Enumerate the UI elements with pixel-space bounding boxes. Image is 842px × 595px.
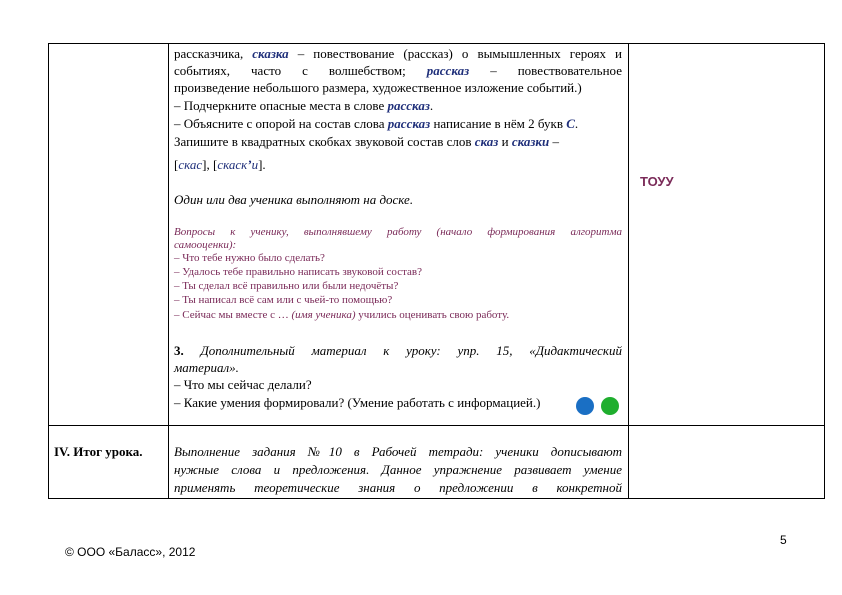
text-line: Запишите в квадратных скобках звуковой состав слов сказ и сказки – bbox=[174, 134, 559, 149]
table-bottom-border bbox=[48, 498, 825, 499]
table-right-border bbox=[824, 43, 825, 499]
questions-intro: Вопросы к ученику, выполнявшему работу (начало формирования алгоритма bbox=[174, 226, 622, 238]
question-item: – Удалось тебе правильно написать звуковой состав? bbox=[174, 266, 422, 278]
question-item: – Сейчас мы вместе с … (имя ученика) учились оценивать свою работу. bbox=[174, 309, 510, 321]
page-number: 5 bbox=[780, 533, 787, 547]
questions-intro: самооценки): bbox=[174, 239, 237, 251]
text-line: – Подчеркните опасные места в слове рассказ. bbox=[174, 98, 434, 113]
text-line: – Объясните с опорой на состав слова рассказ написание в нём 2 букв С. bbox=[174, 116, 579, 131]
question-item: – Что тебе нужно было сделать? bbox=[174, 252, 325, 264]
text-line: событиях, часто с волшебством; рассказ – повествовательное bbox=[174, 63, 622, 78]
question-item: – Ты написал всё сам или с чьей-то помощью? bbox=[174, 294, 393, 306]
text-line: рассказчика, сказка – повествование (рассказ) о вымышленных героях и bbox=[174, 46, 622, 61]
text-line: применять теоретические знания о предложении в конкретной bbox=[174, 480, 622, 495]
text-line: – Что мы сейчас делали? bbox=[174, 377, 312, 392]
question-item: – Ты сделал всё правильно или были недочёты? bbox=[174, 280, 399, 292]
text-line: нужные слова и предложения. Данное упражнение развивает умение bbox=[174, 462, 622, 477]
text-line: произведение небольшого размера, художественное изложение событий.) bbox=[174, 80, 582, 95]
table-col-divider-1 bbox=[168, 43, 169, 499]
table-col-divider-2 bbox=[628, 43, 629, 499]
lesson-stage-label: IV. Итог урока. bbox=[54, 444, 143, 459]
copyright: © ООО «Баласс», 2012 bbox=[65, 545, 196, 559]
table-row-divider bbox=[48, 425, 825, 426]
text-line: 3. Дополнительный материал к уроку: упр. 15, «Дидактический bbox=[174, 343, 622, 358]
transcription-line: [скас], [скаскʼи]. bbox=[174, 157, 266, 172]
text-line: материал». bbox=[174, 360, 239, 375]
table-left-border bbox=[48, 43, 49, 499]
text-line: – Какие умения формировали? (Умение работать с информацией.) bbox=[174, 395, 541, 410]
blue-circle-icon bbox=[576, 397, 594, 415]
text-line: Один или два ученика выполняют на доске. bbox=[174, 192, 414, 207]
toyy-label: ТОУУ bbox=[640, 174, 674, 189]
text-line: Выполнение задания №10 в Рабочей тетради: ученики дописывают bbox=[174, 444, 622, 459]
green-circle-icon bbox=[601, 397, 619, 415]
table-top-border bbox=[48, 43, 825, 44]
